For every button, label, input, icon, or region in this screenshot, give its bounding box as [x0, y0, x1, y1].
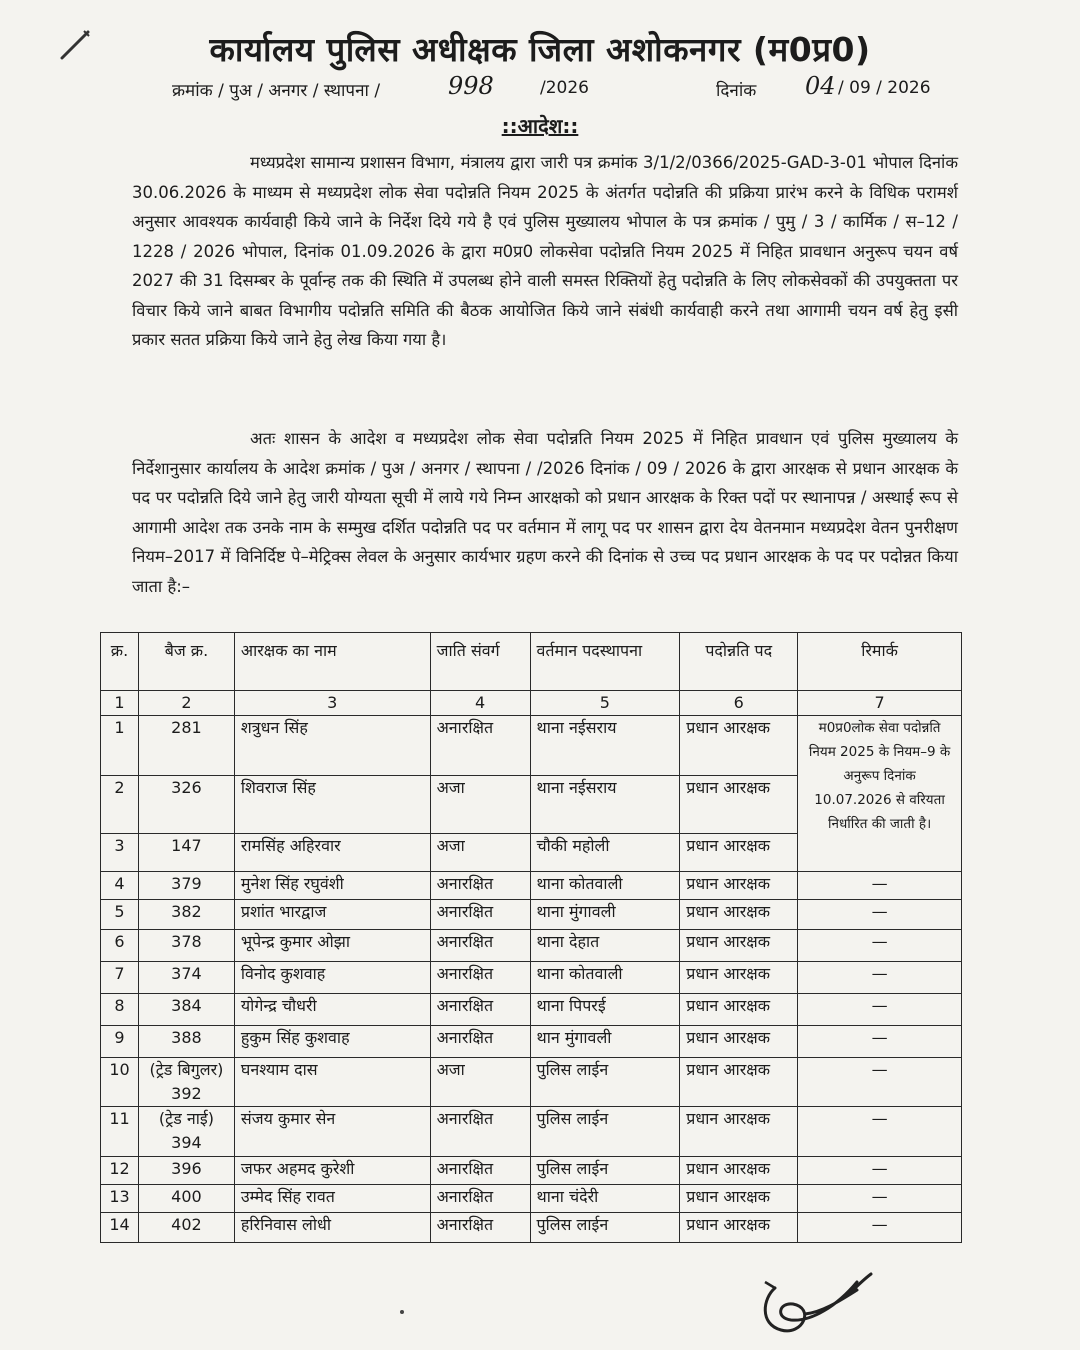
badge-cell: 379 — [138, 872, 234, 900]
promotion-post-cell: प्रधान आरक्षक — [680, 1213, 798, 1243]
name-cell: उम्मेद सिंह रावत — [234, 1185, 430, 1213]
name-cell: विनोद कुशवाह — [234, 962, 430, 994]
caste-cell: अनारक्षित — [430, 1157, 530, 1185]
posting-cell: पुलिस लाईन — [530, 1213, 680, 1243]
promotion-post-cell: प्रधान आरक्षक — [680, 776, 798, 834]
badge-cell: 378 — [138, 930, 234, 962]
remark-cell: — — [798, 872, 962, 900]
badge-cell: (ट्रेड बिगुलर) 392 — [138, 1058, 234, 1107]
name-cell: हुकुम सिंह कुशवाह — [234, 1026, 430, 1058]
serial-cell: 10 — [101, 1058, 139, 1107]
posting-cell: थाना पिपरई — [530, 994, 680, 1026]
name-cell: संजय कुमार सेन — [234, 1107, 430, 1157]
name-cell: रामसिंह अहिरवार — [234, 834, 430, 872]
table-row — [101, 962, 962, 994]
serial-cell: 12 — [101, 1157, 139, 1185]
reference-number: 998 — [448, 72, 494, 100]
promotion-post-cell: प्रधान आरक्षक — [680, 1185, 798, 1213]
posting-cell: थाना कोतवाली — [530, 872, 680, 900]
table-row — [101, 716, 962, 776]
paragraph-2-text: अतः शासन के आदेश व मध्यप्रदेश लोक सेवा पदोन्नति नियम 2025 में निहित प्रावधान एवं पुलिस मुख्यालय के निर्देशानुसार कार्यालय के आदेश क्रमांक / पुअ / अनगर / स्थापना / /2026 दिनांक / 09 / 2026 के द्वारा आरक्षक से प्रधान आरक्षक के पद पर पदोन्नति दिये जाने हेतु जारी योग्यता सूची में लाये गये निम्न आरक्षको को प्रधान आरक्षक के रिक्त पदों पर स्थानापन्न / अस्थाई रूप से आगामी आदेश तक उनके नाम के सम्मुख दर्शित पदोन्नति पद पर वर्तमान में लागू पद पर शासन द्वारा देय वेतनमान मध्यप्रदेश वेतन पुनरीक्षण नियम–2017 में विनिर्दिष्ट पे–मेट्रिक्स लेवल के अनुसार कार्यभार ग्रहण करने की दिनांक से उच्च पद प्रधान आरक्षक के पद पर पदोन्नत किया जाता है:– — [132, 429, 958, 596]
caste-cell: अनारक्षित — [430, 1185, 530, 1213]
reference-year: /2026 — [540, 78, 589, 98]
table-row — [101, 1107, 962, 1157]
name-cell: हरिनिवास लोधी — [234, 1213, 430, 1243]
posting-cell: थाना नईसराय — [530, 716, 680, 776]
remark-cell: — — [798, 900, 962, 930]
column-number: 3 — [234, 691, 430, 716]
promotion-post-cell: प्रधान आरक्षक — [680, 900, 798, 930]
table-row — [101, 1058, 962, 1107]
remark-cell: — — [798, 962, 962, 994]
promotion-post-cell: प्रधान आरक्षक — [680, 1157, 798, 1185]
column-number: 2 — [138, 691, 234, 716]
table-row — [101, 1213, 962, 1243]
badge-cell: 402 — [138, 1213, 234, 1243]
header-posting: वर्तमान पदस्थापना — [530, 633, 680, 691]
name-cell: मुनेश सिंह रघुवंशी — [234, 872, 430, 900]
remark-cell: — — [798, 1058, 962, 1107]
column-number: 6 — [680, 691, 798, 716]
serial-cell: 1 — [101, 716, 139, 776]
badge-cell: 281 — [138, 716, 234, 776]
serial-cell: 13 — [101, 1185, 139, 1213]
caste-cell: अनारक्षित — [430, 994, 530, 1026]
column-number: 1 — [101, 691, 139, 716]
serial-cell: 11 — [101, 1107, 139, 1157]
table-row — [101, 1185, 962, 1213]
posting-cell: चौकी महोली — [530, 834, 680, 872]
remark-cell: — — [798, 930, 962, 962]
remark-cell: — — [798, 994, 962, 1026]
caste-cell: अनारक्षित — [430, 1107, 530, 1157]
serial-cell: 6 — [101, 930, 139, 962]
badge-cell: 400 — [138, 1185, 234, 1213]
header-name: आरक्षक का नाम — [234, 633, 430, 691]
serial-cell: 7 — [101, 962, 139, 994]
promotion-table — [100, 632, 962, 1243]
name-cell: योगेन्द्र चौधरी — [234, 994, 430, 1026]
caste-cell: अजा — [430, 834, 530, 872]
badge-cell: 396 — [138, 1157, 234, 1185]
badge-cell: (ट्रेड नाई) 394 — [138, 1107, 234, 1157]
table-row — [101, 994, 962, 1026]
table-header-row — [101, 633, 962, 691]
promotion-post-cell: प्रधान आरक्षक — [680, 716, 798, 776]
name-cell: जफर अहमद कुरेशी — [234, 1157, 430, 1185]
table-row — [101, 1157, 962, 1185]
serial-cell: 3 — [101, 834, 139, 872]
column-number-row — [101, 691, 962, 716]
badge-cell: 382 — [138, 900, 234, 930]
paragraph-1 — [132, 148, 958, 355]
header-caste: जाति संवर्ग — [430, 633, 530, 691]
promotion-post-cell: प्रधान आरक्षक — [680, 872, 798, 900]
serial-cell: 5 — [101, 900, 139, 930]
serial-cell: 4 — [101, 872, 139, 900]
caste-cell: अनारक्षित — [430, 930, 530, 962]
caste-cell: अनारक्षित — [430, 900, 530, 930]
badge-cell: 374 — [138, 962, 234, 994]
table-row — [101, 930, 962, 962]
promotion-post-cell: प्रधान आरक्षक — [680, 1026, 798, 1058]
caste-cell: अनारक्षित — [430, 872, 530, 900]
table-row — [101, 872, 962, 900]
table-row — [101, 900, 962, 930]
name-cell: घनश्याम दास — [234, 1058, 430, 1107]
promotion-post-cell: प्रधान आरक्षक — [680, 930, 798, 962]
promotion-post-cell: प्रधान आरक्षक — [680, 834, 798, 872]
reference-prefix: क्रमांक / पुअ / अनगर / स्थापना / — [172, 81, 381, 101]
posting-cell: थाना देहात — [530, 930, 680, 962]
serial-cell: 14 — [101, 1213, 139, 1243]
name-cell: शिवराज सिंह — [234, 776, 430, 834]
date-day: 04 — [805, 72, 836, 100]
name-cell: भूपेन्द्र कुमार ओझा — [234, 930, 430, 962]
header-serial: क्र. — [101, 633, 139, 691]
promotion-post-cell: प्रधान आरक्षक — [680, 1107, 798, 1157]
column-number: 7 — [798, 691, 962, 716]
name-cell: प्रशांत भारद्वाज — [234, 900, 430, 930]
posting-cell: थाना चंदेरी — [530, 1185, 680, 1213]
badge-cell: 384 — [138, 994, 234, 1026]
promotion-post-cell: प्रधान आरक्षक — [680, 994, 798, 1026]
remark-cell: — — [798, 1213, 962, 1243]
serial-cell: 9 — [101, 1026, 139, 1058]
badge-cell: 388 — [138, 1026, 234, 1058]
name-cell: शत्रुधन सिंह — [234, 716, 430, 776]
posting-cell: थान मुंगावली — [530, 1026, 680, 1058]
remark-cell: — — [798, 1185, 962, 1213]
date-month-year: / 09 / 2026 — [838, 78, 931, 98]
posting-cell: थाना कोतवाली — [530, 962, 680, 994]
date-label: दिनांक — [716, 81, 757, 101]
caste-cell: अजा — [430, 776, 530, 834]
badge-cell: 326 — [138, 776, 234, 834]
remark-cell: — — [798, 1026, 962, 1058]
table-row — [101, 1026, 962, 1058]
header-remark: रिमार्क — [798, 633, 962, 691]
serial-cell: 2 — [101, 776, 139, 834]
badge-cell: 147 — [138, 834, 234, 872]
caste-cell: अनारक्षित — [430, 962, 530, 994]
posting-cell: थाना मुंगावली — [530, 900, 680, 930]
office-title: कार्यालय पुलिस अधीक्षक जिला अशोकनगर (म0प्र0) — [209, 30, 871, 69]
promotion-post-cell: प्रधान आरक्षक — [680, 1058, 798, 1107]
promotion-post-cell: प्रधान आरक्षक — [680, 962, 798, 994]
column-number: 4 — [430, 691, 530, 716]
posting-cell: थाना नईसराय — [530, 776, 680, 834]
signature — [745, 1268, 885, 1340]
header-promotion-post: पदोन्नति पद — [680, 633, 798, 691]
remark-cell: — — [798, 1107, 962, 1157]
order-heading: ::आदेश:: — [501, 114, 579, 138]
header-badge: बैज क्र. — [138, 633, 234, 691]
caste-cell: अनारक्षित — [430, 1026, 530, 1058]
paragraph-1-text: मध्यप्रदेश सामान्य प्रशासन विभाग, मंत्रालय द्वारा जारी पत्र क्रमांक 3/1/2/0366/2025-GAD-3-01 भोपाल दिनांक 30.06.2026 के माध्यम से मध्यप्रदेश लोक सेवा पदोन्नति नियम 2025 के अंतर्गत पदोन्नति की प्रक्रिया प्रारंभ करने के विधिक परामर्श अनुसार आवश्यक कार्यवाही किये जाने के निर्देश दिये गये है एवं पुलिस मुख्यालय भोपाल के पत्र क्रमांक / पुमु / 3 / कार्मिक / स–12 / 1228 / 2026 भोपाल, दिनांक 01.09.2026 के द्वारा म0प्र0 लोकसेवा पदोन्नति नियम 2025 में निहित प्रावधान अनुरूप चयन वर्ष 2027 की 31 दिसम्बर के पूर्वान्ह तक की स्थिति में उपलब्ध होने वाली समस्त रिक्तियों हेतु पदोन्नति के लिए लोकसेवकों की उपयुक्तता पर विचार किये जाने बाबत विभागीय पदोन्नति समिति की बैठक आयोजित किये जाने संबंधी कार्यवाही करने तथा आगामी चयन वर्ष हेतु इसी प्रकार सतत प्रक्रिया किये जाने हेतु लेख किया गया है। — [132, 153, 958, 349]
column-number: 5 — [530, 691, 680, 716]
caste-cell: अनारक्षित — [430, 716, 530, 776]
paragraph-2 — [132, 424, 958, 601]
caste-cell: अजा — [430, 1058, 530, 1107]
posting-cell: पुलिस लाईन — [530, 1157, 680, 1185]
ink-dot — [400, 1310, 404, 1314]
posting-cell: पुलिस लाईन — [530, 1107, 680, 1157]
caste-cell: अनारक्षित — [430, 1213, 530, 1243]
remark-cell-common: म0प्र0लोक सेवा पदोन्नति नियम 2025 के नियम–9 के अनुरूप दिनांक 10.07.2026 से वरियता निर्धारित की जाती है। — [798, 716, 962, 872]
serial-cell: 8 — [101, 994, 139, 1026]
posting-cell: पुलिस लाईन — [530, 1058, 680, 1107]
remark-cell: — — [798, 1157, 962, 1185]
